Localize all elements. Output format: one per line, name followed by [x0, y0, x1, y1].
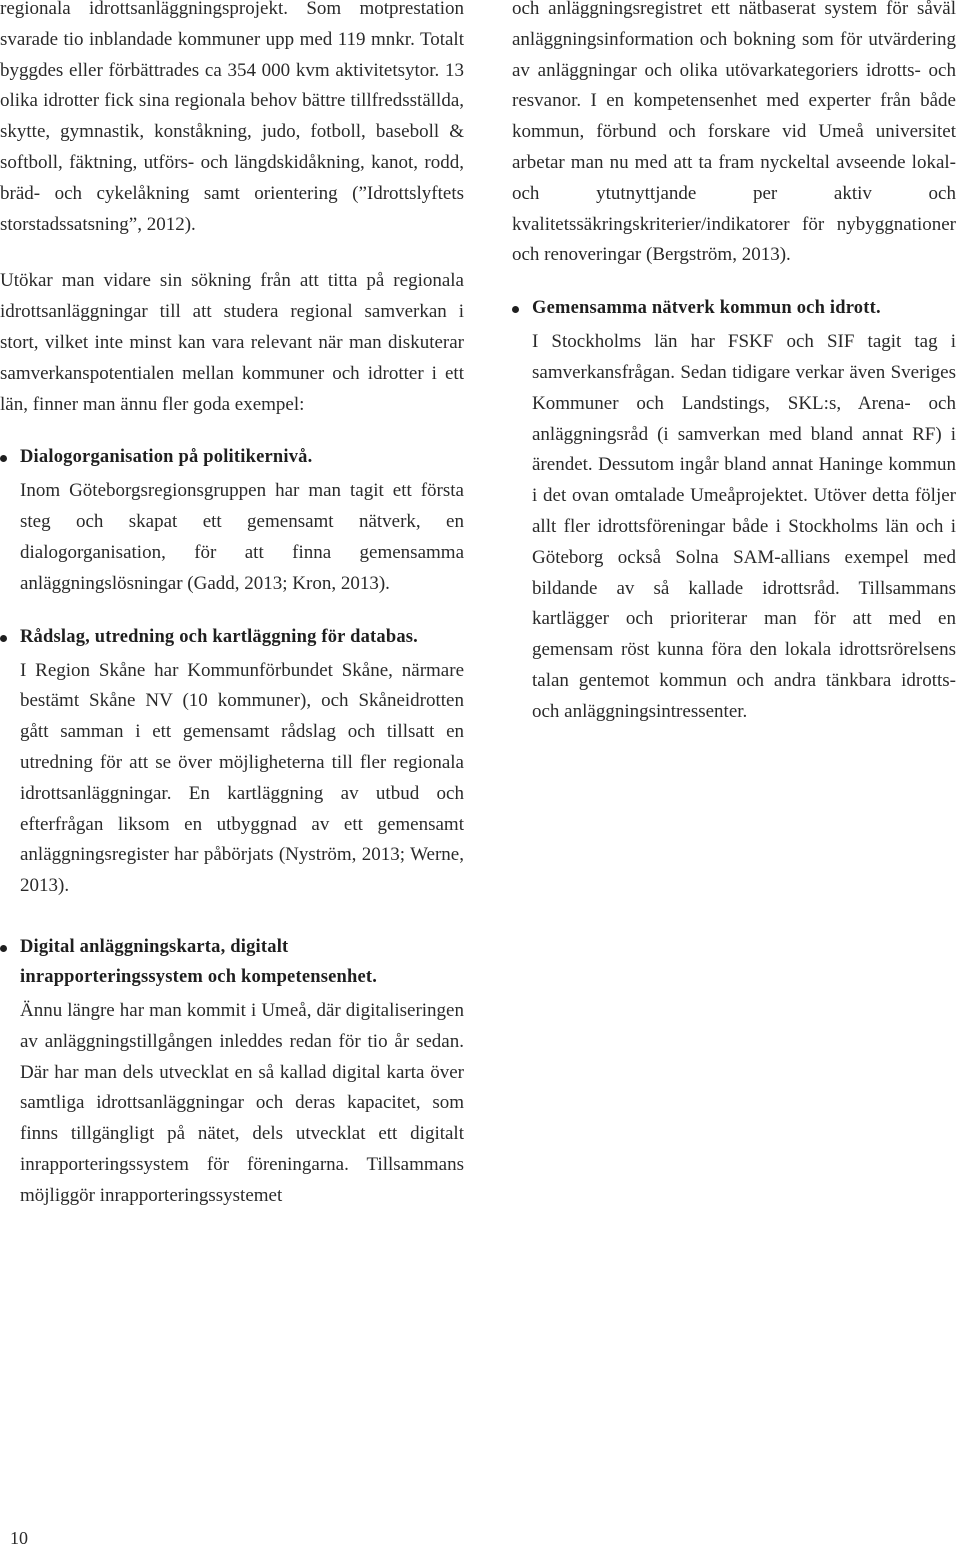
- bullet-heading: [0, 622, 464, 652]
- left-column: [0, 0, 464, 1212]
- bullet-dot-icon: [0, 945, 7, 952]
- bullet-paragraph: I Region Skåne har Kommunförbundet Skåne, närmare bestämt Skåne NV (10 kommuner), och Skåneidrotten gått samman i ett gemensamt rådslag och tillsatt en utredning för att se över möjligheterna till fler regionala idrottsanläggningar. En kartläggning av utbud och efterfrågan liksom en utbyggnad av ett gemensamt anläggningsregister har påbörjats (Nyström, 2013; Werne, 2013).: [20, 659, 464, 897]
- bullet-heading: [0, 932, 464, 992]
- bullet-paragraph: Inom Göteborgsregionsgruppen har man tagit ett första steg och skapat ett gemensamt nätverk, en dialogorganisation, för att finna gemensamma anläggningslösningar (Gadd, 2013; Kron, 2013).: [20, 480, 464, 594]
- bullet-dot-icon: [512, 306, 519, 313]
- body-paragraph: Utökar man vidare sin sökning från att titta på regionala idrottsanläggningar till att studera regional samverkan i stort, vilket inte minst kan vara relevant när man diskuterar samverkanspotentialen mellan kommuner och idrotter i ett län, finner man ännu fler goda exempel:: [0, 270, 464, 415]
- bullet-heading-text: Dialogorganisation på politikernivå.: [20, 447, 313, 468]
- bullet-heading: [512, 293, 956, 323]
- bullet-heading-text: Gemensamma nätverk kommun och idrott.: [532, 298, 881, 319]
- page-number: 10: [10, 1528, 28, 1548]
- bullet-heading: [0, 442, 464, 472]
- bullet-paragraph: I Stockholms län har FSKF och SIF tagit tag i samverkansfrågan. Sedan tidigare verkar även Sveriges Kommuner och Landstings, SKL:s, Arena- och anläggningsråd (i samverkan med bland annat RF) i ärendet. Dessutom ingår bland annat Haninge kommun i det ovan omtalade Umeåprojektet. Utöver detta följer allt fler idrottsföreningar både i Stockholms län och i Göteborg också Solna SAM-allians exempel med bildande av så kallade idrottsråd. Tillsammans kartlägger och prioriterar man för att med en gemensam röst kunna föra den lokala idrottsrörelsens talan gentemot kommun och andra tänkbara idrotts- och anläggningsintressenter.: [532, 331, 956, 722]
- bullet-heading-text: Rådslag, utredning och kartläggning för databas.: [20, 626, 419, 647]
- body-paragraph: och anläggningsregistret ett nätbaserat system för såväl anläggningsinformation och bokning som för utvärdering av anläggningar och olika utövarkategoriers idrotts- och resvanor. I en kompetensenhet med experter från både kommun, förbund och forskare vid Umeå universitet arbetar man nu med att ta fram nyckeltal avseende lokal- och ytutnyttjande per aktiv och kvalitetssäkringskriterier/indikatorer för nybyggnationer och renoveringar (Bergström, 2013).: [512, 0, 956, 266]
- bullet-heading-text: Digital anläggningskarta, digitalt inrapporteringssystem och kompetensenhet.: [20, 936, 378, 987]
- body-paragraph: regionala idrottsanläggningsprojekt. Som motprestation svarade tio inblandade kommuner upp med 119 mnkr. Totalt byggdes eller förbättrades ca 354 000 kvm aktivitetsytor. 13 olika idrotter fick sina regionala behov bättre tillfredsställda, skytte, gymnastik, konståkning, judo, fotboll, baseboll & softboll, fäktning, utförs- och längdskidåkning, kanot, rodd, bräd- och cykelåkning samt orientering (”Idrottslyftets storstadssatsning”, 2012).: [0, 0, 464, 235]
- right-column: [512, 0, 956, 728]
- bullet-paragraph: Ännu längre har man kommit i Umeå, där digitaliseringen av anläggningstillgången inleddes redan för tio år sedan. Där har man dels utvecklat en så kallad digital karta över samtliga idrottsanläggningar och deras kapacitet, som finns tillgängligt på nätet, dels utvecklat ett digitalt inrapporteringssystem för föreningarna. Tillsammans möjliggör inrapporteringssystemet: [20, 999, 464, 1206]
- bullet-dot-icon: [0, 635, 7, 642]
- bullet-dot-icon: [0, 455, 7, 462]
